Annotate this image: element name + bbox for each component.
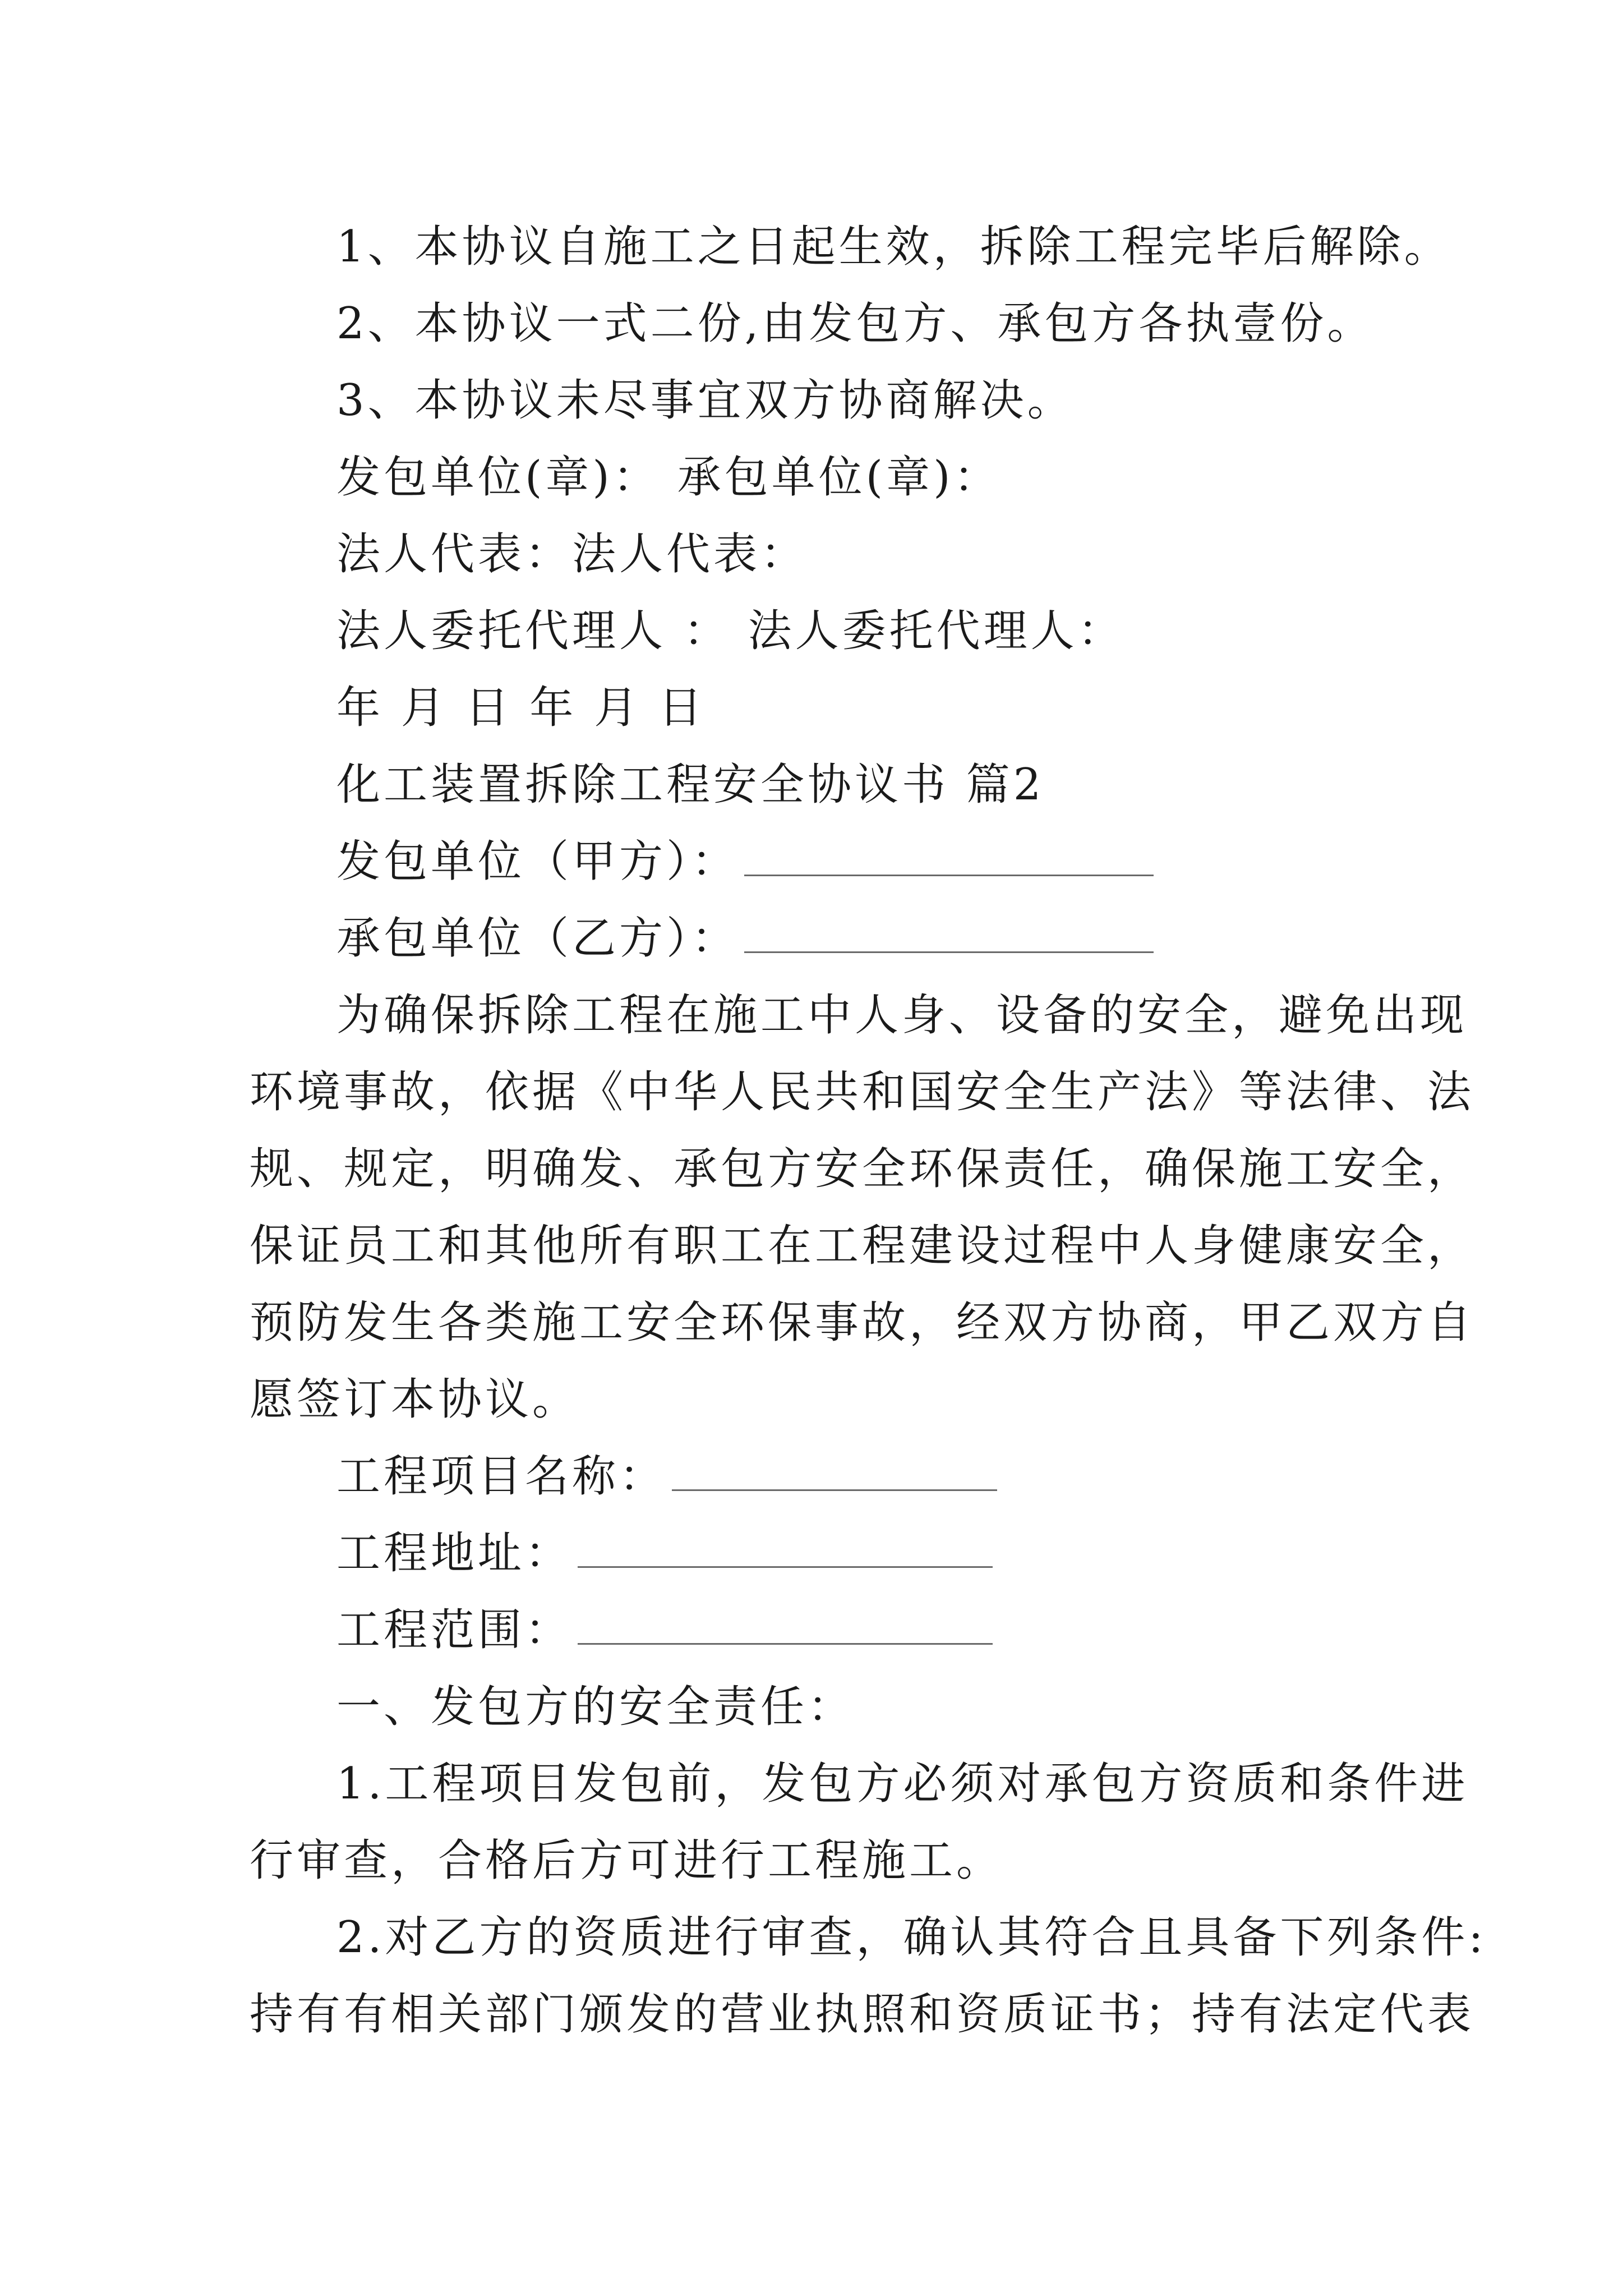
clause-copies: 2、本协议一式二份,由发包方、承包方各执壹份。	[336, 298, 1375, 349]
clause-negotiation: 3、本协议未尽事宜双方协商解决。	[336, 375, 1075, 426]
clause-effective: 1、本协议自施工之日起生效，拆除工程完毕后解除。	[336, 222, 1451, 272]
project-name-blank	[672, 1450, 997, 1491]
party-b-blank	[744, 912, 1154, 953]
section-heading: 一、发包方的安全责任：	[336, 1682, 855, 1732]
paragraph-line: 愿签订本协议。	[250, 1374, 580, 1425]
party-a-blank	[744, 835, 1154, 876]
paragraph-line: 持有有相关部门颁发的营业执照和资质证书；持有法定代表	[250, 1989, 1475, 2040]
paragraph-line: 2.对乙方的资质进行审查，确认其符合且具备下列条件:	[336, 1912, 1487, 1963]
paragraph-line: 环境事故，依据《中华人民共和国安全生产法》等法律、法	[250, 1067, 1475, 1117]
project-name-label: 工程项目名称：	[336, 1451, 667, 1502]
paragraph-line: 行审查，合格后方可进行工程施工。	[250, 1835, 1004, 1886]
paragraph-line: 预防发生各类施工安全环保事故，经双方协商，甲乙双方自	[250, 1297, 1475, 1348]
section-title: 化工装置拆除工程安全协议书 篇2	[336, 760, 1045, 810]
paragraph-line: 1.工程项目发包前，发包方必须对承包方资质和条件进	[336, 1759, 1469, 1809]
paragraph-line: 保证员工和其他所有职工在工程建设过程中人身健康安全，	[250, 1221, 1475, 1271]
project-scope-blank	[578, 1604, 993, 1645]
party-a-label: 发包单位（甲方）：	[336, 836, 739, 887]
signature-legal-rep: 法人代表：法人代表：	[336, 529, 808, 579]
party-b-label: 承包单位（乙方）：	[336, 913, 739, 964]
party-a-row	[336, 834, 1154, 890]
project-address-label: 工程地址：	[336, 1528, 573, 1579]
paragraph-line: 为确保拆除工程在施工中人身、设备的安全，避免出现	[336, 990, 1468, 1041]
project-scope-label: 工程范围：	[336, 1605, 573, 1655]
signature-units: 发包单位(章)： 承包单位(章)：	[336, 452, 1001, 503]
project-address-row	[336, 1525, 993, 1581]
party-b-row	[336, 910, 1154, 967]
project-scope-row	[336, 1602, 993, 1658]
signature-agent: 法人委托代理人 ： 法人委托代理人：	[336, 606, 1125, 656]
paragraph-line: 规、规定，明确发、承包方安全环保责任，确保施工安全，	[250, 1144, 1475, 1194]
project-name-row	[336, 1448, 997, 1504]
project-address-blank	[578, 1527, 993, 1568]
signature-date: 年 月 日 年 月 日	[336, 683, 706, 733]
